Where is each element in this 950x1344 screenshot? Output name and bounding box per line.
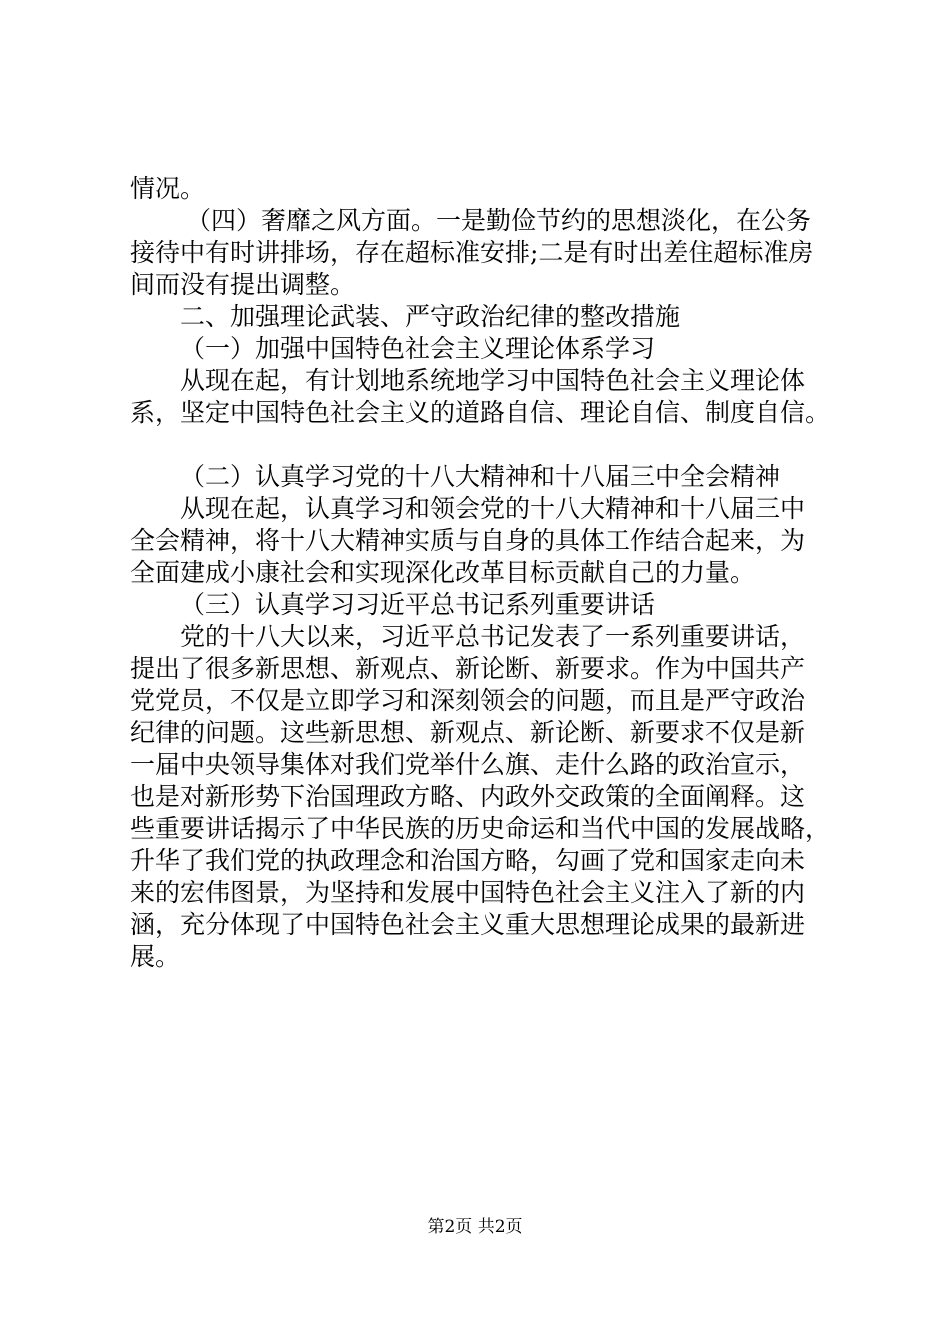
text-line: 间而没有提出调整。 xyxy=(130,270,356,299)
page-number-label: 第2页 共2页 xyxy=(427,1217,523,1237)
text-line: 接待中有时讲排场，存在超标准安排;二是有时出差住超标准房 xyxy=(130,238,814,267)
text-line: 也是对新形势下治国理政方略、内政外交政策的全面阐释。这 xyxy=(130,782,806,811)
text-line: 纪律的问题。这些新思想、新观点、新论断、新要求不仅是新 xyxy=(130,718,806,747)
paragraph-start: 从现在起，认真学习和领会党的十八大精神和十八届三中 xyxy=(180,494,806,523)
text-line: 升华了我们党的执政理念和治国方略，勾画了党和国家走向未 xyxy=(130,846,806,875)
text-line: 全会精神，将十八大精神实质与自身的具体工作结合起来，为 xyxy=(130,526,806,555)
text-line: 党党员，不仅是立即学习和深刻领会的问题，而且是严守政治 xyxy=(130,686,806,715)
text-line: 来的宏伟图景，为坚持和发展中国特色社会主义注入了新的内 xyxy=(130,878,806,907)
paragraph-start: 党的十八大以来，习近平总书记发表了一系列重要讲话， xyxy=(180,622,806,651)
page-footer xyxy=(0,1217,950,1237)
section-heading-extravagance: （四）奢靡之风方面。一是勤俭节约的思想淡化，在公务 xyxy=(186,206,812,235)
document-body xyxy=(130,173,840,973)
subsection-heading-congress-spirit: （二）认真学习党的十八大精神和十八届三中全会精神 xyxy=(180,462,781,491)
text-line: 一届中央领导集体对我们党举什么旗、走什么路的政治宣示， xyxy=(130,750,806,779)
text-line: 提出了很多新思想、新观点、新论断、新要求。作为中国共产 xyxy=(130,654,806,683)
subsection-heading-theory-study: （一）加强中国特色社会主义理论体系学习 xyxy=(180,334,656,363)
subsection-heading-speeches: （三）认真学习习近平总书记系列重要讲话 xyxy=(180,590,656,619)
paragraph-start: 从现在起，有计划地系统地学习中国特色社会主义理论体 xyxy=(180,366,806,395)
text-line: 展。 xyxy=(130,942,181,971)
text-line: 情况。 xyxy=(130,174,206,203)
text-line: 些重要讲话揭示了中华民族的历史命运和当代中国的发展战略， xyxy=(130,814,831,843)
text-line: 全面建成小康社会和实现深化改革目标贡献自己的力量。 xyxy=(130,558,756,587)
text-line: 系，坚定中国特色社会主义的道路自信、理论自信、制度自信。 xyxy=(130,398,831,427)
blank-line xyxy=(130,429,840,461)
section-heading-rectification: 二、加强理论武装、严守政治纪律的整改措施 xyxy=(180,302,681,331)
text-line: 涵，充分体现了中国特色社会主义重大思想理论成果的最新进 xyxy=(130,910,806,939)
